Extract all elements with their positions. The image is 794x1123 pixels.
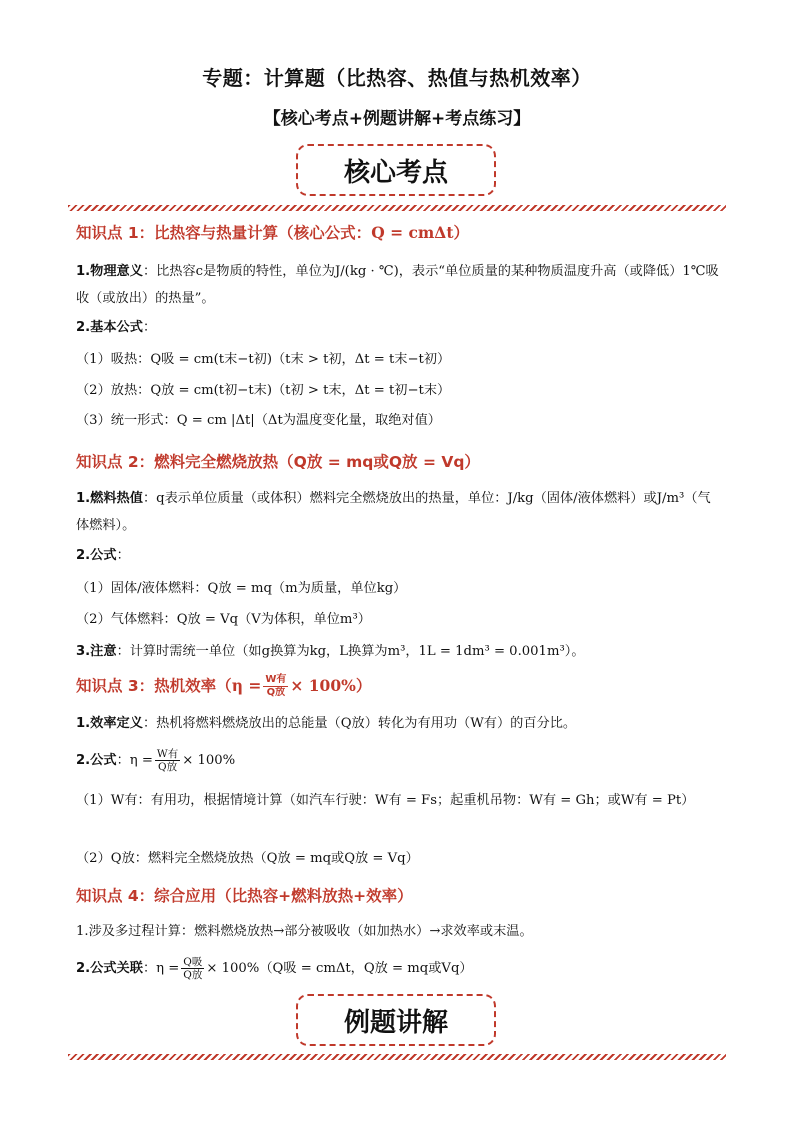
section-core-label: 核心考点 bbox=[343, 157, 448, 188]
kp4-l2-fraction bbox=[181, 957, 204, 981]
kp2-l1-text: ：q表示单位质量（或体积）燃料完全燃烧放出的热量，单位：J/kg（固体/液体燃料）或J/m³（气体燃料）。 bbox=[76, 491, 711, 533]
kp3-line-4: （2）Q放：燃料完全燃烧放热（Q放 = mq或Q放 = Vq） bbox=[76, 851, 419, 866]
kp2-line-1 bbox=[76, 485, 721, 539]
kp2-l2-colon: ： bbox=[116, 548, 130, 563]
kp2-line-3: （1）固体/液体燃料：Q放 = mq（m为质量，单位kg） bbox=[76, 581, 407, 596]
kp3-l1-label: 1.效率定义 bbox=[76, 716, 143, 731]
kp4-l2-tail: × 100%（Q吸 = cmΔt，Q放 = mq或Vq） bbox=[206, 961, 473, 976]
kp3-l2-num: W有 bbox=[156, 747, 179, 760]
kp1-formula: Q = cmΔt bbox=[371, 223, 454, 242]
kp1-l2-label: 2.基本公式 bbox=[76, 320, 143, 335]
kp1-heading bbox=[76, 221, 469, 243]
kp1-line-3: （1）吸热：Q吸 = cm(t末−t初)（t末 > t初，Δt = t末−t初） bbox=[76, 352, 451, 367]
kp3-line-1 bbox=[76, 714, 576, 734]
kp4-line-2 bbox=[76, 956, 473, 982]
kp2-l1-label: 1.燃料热值 bbox=[76, 491, 143, 506]
kp4-l2-num: Q吸 bbox=[183, 955, 203, 968]
kp4-l2-label: 2.公式关联 bbox=[76, 961, 143, 976]
kp3-l2-label: 2.公式 bbox=[76, 753, 117, 768]
kp1-line-5: （3）统一形式：Q = cm |Δt|（Δt为温度变化量，取绝对值） bbox=[76, 413, 441, 428]
kp3-heading-den: Q放 bbox=[266, 687, 286, 698]
kp1-heading-close: ） bbox=[453, 224, 470, 242]
section-core-box bbox=[296, 144, 496, 196]
kp1-l1-label: 1.物理意义 bbox=[76, 264, 143, 279]
kp3-l2-den: Q放 bbox=[158, 761, 178, 773]
kp4-l2-den: Q放 bbox=[183, 969, 203, 981]
document-subtitle: 【核心考点+例题讲解+考点练习】 bbox=[263, 109, 531, 129]
kp2-heading: 知识点 2：燃料完全燃烧放热（Q放 = mq或Q放 = Vq） bbox=[76, 453, 480, 471]
kp1-line-4: （2）放热：Q放 = cm(t初−t末)（t初 > t末，Δt = t初−t末） bbox=[76, 383, 451, 398]
kp4-line-1: 1.涉及多过程计算：燃料燃烧放热→部分被吸收（如加热水）→求效率或末温。 bbox=[76, 924, 533, 939]
kp4-l2-eq: ：η = bbox=[142, 961, 180, 976]
kp2-l5-text: ：计算时需统一单位（如g换算为kg，L换算为m³，1L = 1dm³ = 0.001m³）。 bbox=[116, 644, 585, 659]
kp2-line-4: （2）气体燃料：Q放 = Vq（V为体积，单位m³） bbox=[76, 612, 371, 627]
kp3-heading-b: × 100%） bbox=[290, 676, 372, 695]
kp1-l2-colon: ： bbox=[142, 320, 157, 335]
kp1-heading-text: 知识点 1：比热容与热量计算（核心公式： bbox=[76, 224, 372, 242]
section-divider-1 bbox=[68, 205, 726, 211]
kp3-heading bbox=[76, 674, 371, 698]
kp2-l5-label: 3.注意 bbox=[76, 644, 117, 659]
section-divider-2 bbox=[68, 1054, 726, 1060]
kp3-l2-tail: × 100% bbox=[182, 753, 236, 768]
kp3-heading-fraction bbox=[263, 675, 288, 698]
kp3-line-2 bbox=[76, 748, 235, 774]
section-examples-label: 例题讲解 bbox=[343, 1007, 448, 1038]
document-title: 专题：计算题（比热容、热值与热机效率） bbox=[202, 66, 592, 90]
kp3-l2-fraction bbox=[155, 749, 180, 773]
kp1-l1-text: ：比热容c是物质的特性，单位为J/(kg · ℃)，表示“单位质量的某种物质温度升高（或降低）1℃吸收（或放出）的热量”。 bbox=[76, 264, 719, 306]
kp2-l2-label: 2.公式 bbox=[76, 548, 117, 563]
kp2-line-5 bbox=[76, 642, 585, 662]
kp3-heading-num: W有 bbox=[265, 674, 287, 685]
kp3-l1-text: ：热机将燃料燃烧放出的总能量（Q放）转化为有用功（W有）的百分比。 bbox=[142, 716, 577, 731]
kp3-heading-a: 知识点 3：热机效率（ bbox=[76, 677, 232, 695]
kp2-line-2 bbox=[76, 546, 130, 566]
kp3-l2-eq: ：η = bbox=[116, 753, 153, 768]
kp3-eta: η = bbox=[231, 676, 262, 695]
kp1-line-1 bbox=[76, 258, 721, 312]
kp1-line-2 bbox=[76, 318, 156, 338]
kp3-line-3: （1）W有：有用功，根据情境计算（如汽车行驶：W有 = Fs；起重机吊物：W有 = Gh；或W有 = Pt） bbox=[76, 793, 695, 808]
kp4-heading: 知识点 4：综合应用（比热容+燃料放热+效率） bbox=[76, 887, 413, 905]
section-examples-box bbox=[296, 994, 496, 1046]
